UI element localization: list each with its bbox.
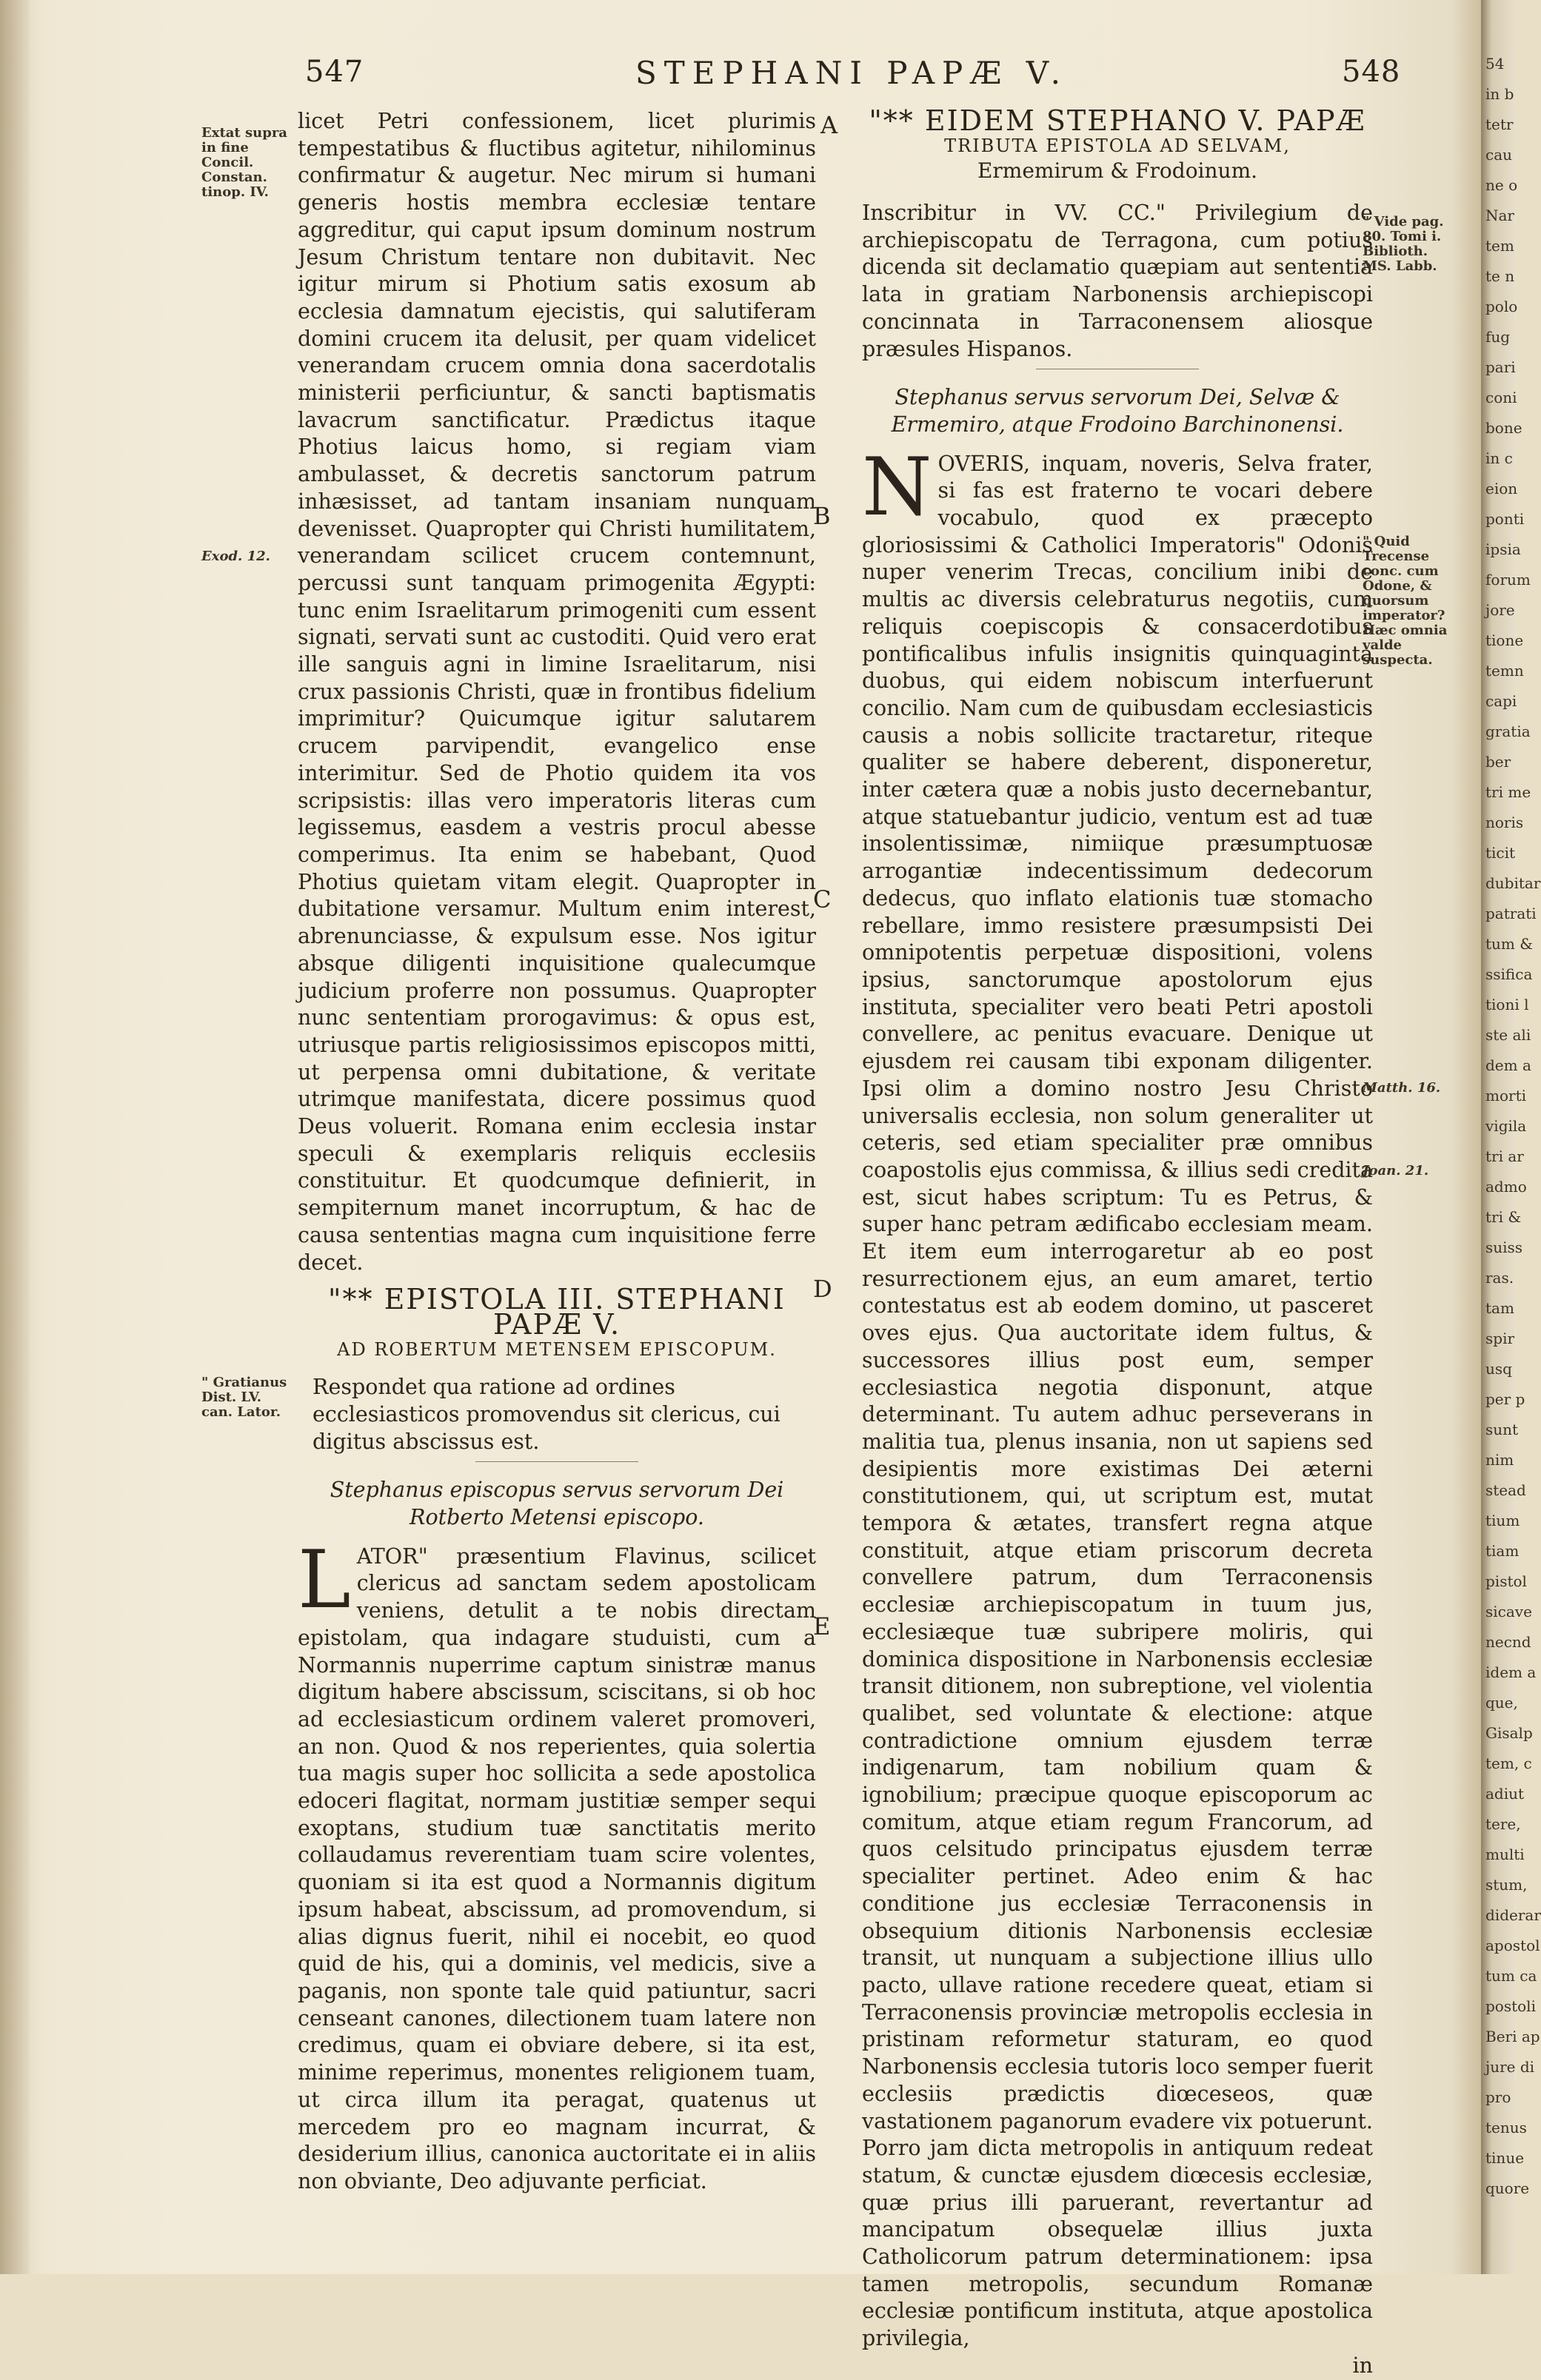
facing-page-fragment: tem [1485,237,1514,255]
left-paragraph-2 [298,1533,816,2196]
facing-page-fragment: adiut [1485,1785,1525,1803]
margin-note-quid-trecense: " Quid Trecense conc. cum Odone, & quorsum imperator? Hæc omnia valde suspecta. [1363,534,1448,668]
facing-page-fragment: tioni l [1485,996,1529,1013]
facing-page-fragment: noris [1485,814,1524,831]
margin-note-exodus: Exod. 12. [201,549,270,564]
facing-page-fragment: ber [1485,753,1511,771]
facing-page-fragment: tam [1485,1299,1514,1317]
facing-page-fragment: tenus [1485,2119,1527,2136]
facing-page-fragment: te n [1485,267,1515,285]
facing-page-fragment: eion [1485,480,1518,497]
facing-page-fragment: quore [1485,2179,1530,2197]
facing-page-fragment: spir [1485,1330,1515,1347]
margin-note-matthew: Matth. 16. [1363,1080,1441,1096]
facing-page-fragment: stead [1485,1481,1526,1499]
facing-page-fragment: tum & [1485,935,1534,953]
facing-page-fragment: vigila [1485,1117,1527,1135]
facing-page-fragment: tiam [1485,1542,1520,1560]
facing-page-fragment: diderar [1485,1906,1541,1924]
facing-page-fragment: sicave [1485,1603,1532,1620]
facing-page-fragment: ponti [1485,510,1525,528]
facing-page-fragment: tium [1485,1512,1520,1529]
margin-note-john: Joan. 21. [1363,1163,1429,1179]
eidem-heading [862,104,1373,184]
facing-page-fragment: 54 [1485,55,1505,73]
section-letter-e: E [813,1612,831,1640]
margin-note-vide: " Vide pag. 80. Tomi i. Biblioth. MS. Labb. [1363,214,1444,274]
section-letter-b: B [813,502,831,530]
eidem-addressees: Ermemirum & Frodoinum. [977,158,1258,183]
facing-page-fragment: tetr [1485,115,1514,133]
facing-page-fragment: admo [1485,1178,1527,1196]
facing-page-fragment: tere, [1485,1815,1521,1833]
eidem-subtitle: TRIBUTA EPISTOLA AD SELVAM, [944,135,1291,156]
facing-page-fragment: jore [1485,601,1515,619]
facing-page-fragment: pari [1485,358,1516,376]
facing-page-fragment: nim [1485,1451,1514,1469]
facing-page-fragment: ste ali [1485,1026,1531,1044]
facing-page-fragment: tem, c [1485,1754,1532,1772]
epistola-iii-title: "** EPISTOLA III. STEPHANI PAPÆ V. [328,1283,786,1341]
facing-page-fragment: multi [1485,1846,1525,1863]
facing-page-fragment: tri & [1485,1208,1522,1226]
book-gutter [0,0,30,2274]
facing-page-fragment: necnd [1485,1633,1531,1651]
facing-page-fragment: cau [1485,146,1513,164]
section-letter-a: A [820,111,838,139]
facing-page-fragment: pro [1485,2088,1511,2106]
right-column [862,104,1373,2380]
facing-page-fragment: dem a [1485,1056,1531,1074]
right-paragraph-1 [862,440,1373,2353]
facing-page-fragment: suiss [1485,1238,1523,1256]
right-page-number: 548 [1342,55,1401,89]
facing-page-fragment: tione [1485,631,1524,649]
facing-page-fragment: idem a [1485,1663,1537,1681]
facing-page-fragment: ipsia [1485,540,1521,558]
facing-page-edge [1481,0,1541,2274]
facing-page-fragment: Gisalp [1485,1724,1533,1742]
epistola-iii-heading [298,1283,816,1362]
facing-page-fragment: jure di [1485,2058,1535,2076]
epistola-iii-salutation: Stephanus episcopus servus servorum Dei Rotberto Metensi episcopo. [330,1478,784,1530]
facing-page-fragment: pistol [1485,1572,1527,1590]
facing-page-fragment: bone [1485,419,1522,437]
margin-note-extat: Extat supra in fine Concil. Constan. tinop. IV. [201,125,287,200]
catchword: in [1352,2353,1373,2378]
facing-page-fragment: in b [1485,85,1514,103]
eidem-salutation: Stephanus servus servorum Dei, Selvæ & Ermemiro, atque Frodoino Barchinonensi. [891,385,1344,437]
facing-page-fragment: morti [1485,1087,1526,1104]
facing-page-fragment: per p [1485,1390,1525,1408]
running-header [0,55,1481,107]
facing-page-fragment: Nar [1485,207,1514,224]
facing-page-fragment: ne o [1485,176,1518,194]
facing-page-fragment: tinue [1485,2149,1525,2167]
facing-page-fragment: fug [1485,328,1511,346]
facing-page-fragment: apostol [1485,1937,1540,1954]
facing-page-fragment: ssifica [1485,965,1533,983]
left-paragraph-2-text: ATOR" præsentium Flavinus, scilicet clericus ad sanctam sedem apostolicam veniens, detulit a te nobis directam epistolam, qua indagare studuisti, cum a Normannis nuperrime captum sinistræ manus digitum habere abscissum, sciscitans, si ob hoc ad ecclesiasticum ordinem valeret promoveri, an non. Quod & nos reperientes, quia solertia tua magis super hoc sollicita a sede apostolica edoceri flagitat, normam justitiæ semper sequi exoptans, studium tuæ sanctitatis merito collaudamus reverentiam tuam scire volentes, quoniam si ita est quod a Normannis digitum ipsum habeat, abscissum, ad promovendum, si alias dignus fuerit, nihil ei nocebit, eo quod quid de his, qui a dominis, vel medicis, sive a paganis, non sponte tale quid patiuntur, sacri censeant canones, dilectionem tuam latere non credimus, quam ei obviare debere, si ita est, minime reperimus, monentes religionem tuam, ut circa illum ita peragat, quatenus ut mercedem pro eo magnam incurrat, & desiderium illius, canonica auctoritate ei in aliis non obviante, Deo adjuvante perficiat. [298,1543,816,2193]
facing-page-fragment: que, [1485,1694,1518,1712]
left-column [298,108,816,2196]
section-letter-d: D [813,1275,832,1303]
facing-page-fragment: tum ca [1485,1967,1537,1985]
running-title: STEPHANI PAPÆ V. [635,55,1069,91]
facing-page-fragment: dubitar [1485,874,1541,892]
epistola-iii-addressee: AD ROBERTUM METENSEM EPISCOPUM. [337,1339,777,1361]
facing-page-fragment: tri ar [1485,1147,1524,1165]
eidem-intro: Inscribitur in VV. CC." Privilegium de archiepiscopatu de Terragona, cum potius dicenda sit declamatio quæpiam aut sententia lata in gratiam Narbonensis archiepiscopi concinnata in Tarraconensem aliosque præsules Hispanos. [862,201,1373,361]
facing-page-fragment: ticit [1485,844,1516,862]
right-paragraph-1-text: OVERIS, inquam, noveris, Selva frater, si fas est fraterno te vocari debere vocabulo, quod ex præcepto gloriosissimi & Catholici Imperatoris" Odonis nuper venerim Trecas, concilium inibi de multis ac diversis celebraturus negotiis, cum reliquis coepiscopis & consacerdotibus pontificalibus infulis insignitis quinquaginta duobus, qui eidem nobiscum interfuerunt concilio. Nam cum de quibusdam ecclesiasticis causis a nobis sollicite tractaretur, riteque qualiter se habere deberent, disponeretur, inter cætera quæ a nobis justo decernebantur, atque statuebantur judicio, ventum est ad tuæ insolentissimæ, nimiique præsumptuosæ arrogantiæ indecentissimum dedecorum dedecus, quo inflato elationis tuæ stomacho rebellare, immo resistere præsumpsisti Dei omnipotentis perpetuæ dispositioni, volens ipsius, sanctorumque apostolorum ejus instituta, specialiter vero beati Petri apostoli convellere, ac penitus evacuare. Denique ut ejusdem rei causam tibi exponam diligenter. Ipsi olim a domino nostro Jesu Christo universalis ecclesia, non solum generaliter ut ceteris, sed etiam specialiter præ omnibus coapostolis ejus commissa, & illius sedi credita est, sicut habes scriptum: Tu es Petrus, & super hanc petram ædificabo ecclesiam meam. Et item eum interrogaretur ab eo post resurrectionem ejus, an eum amaret, tertio contestatus est ab eodem domino, ut pasceret oves ejus. Qua auctoritate idem fultus, & successores illius post eum, semper ecclesiastica negotia disponunt, atque determinant. Tu autem adhuc perseverans in malitia tua, plenus insania, non ut sapiens sed desipientis more existimas Dei æterni constitutionem, qui, ut scriptum est, mutat tempora & ætates, transfert regna atque constituit, atque etiam priscorum decreta convellere patrum, dum Terraconensis ecclesiæ archiepiscopatum in tuum jus, ecclesiæque tuæ subripere moliris, qui dominica dispositione in Narbonensis ecclesiæ transit ditionem, non subreptione, vel violentia qualibet, sed voluntate & electione: atque contradictione omnium ejusdem terræ indigenarum, tam nobilium quam & ignobilium; præcipue quoque episcoporum ac comitum, atque etiam regum Francorum, ad quos celsitudo principatus ejusdem terræ specialiter pertinet. Adeo enim & hac conditione jus ecclesiæ Terraconensis in obsequium ditionis Narbonensis ecclesiæ transit, ut nunquam a subjectione illius ullo pacto, ullave ratione recedere queat, etiam si Terraconensis provinciæ metropolis ecclesia in pristinam reformetur staturam, eo quod Narbonensis ecclesia tutoris loco semper fuerit ecclesiis prædictis diœceseos, quæ vastationem paganorum evadere vix potuerunt. Porro jam dicta metropolis in antiquum redeat statum, & cunctæ ejusdem diœcesis ecclesiæ, quæ prius illi paruerant, revertantur ad mancipatum obsequelæ illius juxta Catholicorum patrum determinationem: ipsa tamen metropolis, secundum Romanæ ecclesiæ pontificum instituta, atque apostolica privilegia, [862,451,1373,2351]
drop-cap-l: L [298,1533,351,1626]
facing-page-fragment: Beri ap [1485,2028,1540,2045]
eidem-title: "** EIDEM STEPHANO V. PAPÆ [869,104,1366,137]
facing-page-fragment: temn [1485,662,1524,680]
facing-page-fragment: usq [1485,1360,1512,1378]
margin-note-gratianus: " Gratianus Dist. LV. can. Lator. [201,1375,287,1420]
facing-page-fragment: polo [1485,298,1518,315]
epistola-iii-summary: Respondet qua ratione ad ordines ecclesiasticos promovendus sit clericus, cui digitus abscissus est. [312,1375,780,1454]
facing-page-fragment: forum [1485,571,1531,589]
facing-page-fragment: capi [1485,692,1517,710]
section-letter-c: C [813,885,832,914]
divider [475,1461,638,1462]
left-paragraph-1: licet Petri confessionem, licet plurimis tempestatibus & fluctibus agitetur, nihilominus confirmatur & augetur. Nec mirum si humani generis hostis membra ecclesiæ tentare aggreditur, qui caput ipsum dominum nostrum Jesum Christum tentare non dubitavit. Nec igitur mirum si Photium satis exosum ab ecclesia damnatum ejecistis, qui salutiferam domini crucem ita delusit, per quam videlicet venerandam crucem omnia dona sacerdotalis ministerii perficiuntur, & sancti baptismatis lavacrum sanctificatur. Prædictus itaque Photius laicus homo, si regiam viam ambulasset, & decretis sanctorum patrum inhæsisset, ad tantam insaniam nunquam devenisset. Quapropter qui Christi humilitatem, venerandam scilicet crucem contemnunt, percussi sunt tanquam primogenita Ægypti: tunc enim Israelitarum primogeniti cum essent signati, servati sunt ac custoditi. Quid vero erat ille sanguis agni in limine Israelitarum, nisi crux passionis Christi, quæ in frontibus fidelium imprimitur? Quicumque igitur salutarem crucem parvipendit, evangelico ense interimitur. Sed de Photio quidem ita vos scripsistis: illas vero imperatoris literas cum legissemus, easdem a vestris procul abesse comperimus. Ita enim se habebant, Quod Photius quietam vitam elegit. Quapropter in dubitatione versamur. Multum enim interest, abrenunciasse, & expulsum esse. Nos igitur absque diligenti inquisitione qualecumque judicium proferre non possumus. Quapropter nunc sententiam prorogavimus: & opus est, utriusque partis religiosissimos episcopos mitti, ut perpensa omni dubitatione, & veritate utrimque manifestata, dicere possimus quod Deus voluerit. Romana enim ecclesia instar speculi & exemplaris reliquis ecclesiis constituitur. Et quodcumque definierit, in sempiternum manet incorruptum, & hac de causa sententias magna cum inquisitione ferre decet. [298,109,816,1275]
facing-page-fragment: postoli [1485,1997,1536,2015]
facing-page-fragment: patrati [1485,905,1537,922]
drop-cap-n: N [862,440,932,534]
left-page-number: 547 [305,55,364,89]
facing-page-fragment: stum, [1485,1876,1528,1894]
facing-page-fragment: ras. [1485,1269,1514,1287]
facing-page-fragment: sunt [1485,1421,1519,1438]
facing-page-fragment: gratia [1485,723,1531,740]
facing-page-fragment: tri me [1485,783,1531,801]
facing-page-fragment: coni [1485,389,1517,406]
facing-page-fragment: in c [1485,449,1513,467]
